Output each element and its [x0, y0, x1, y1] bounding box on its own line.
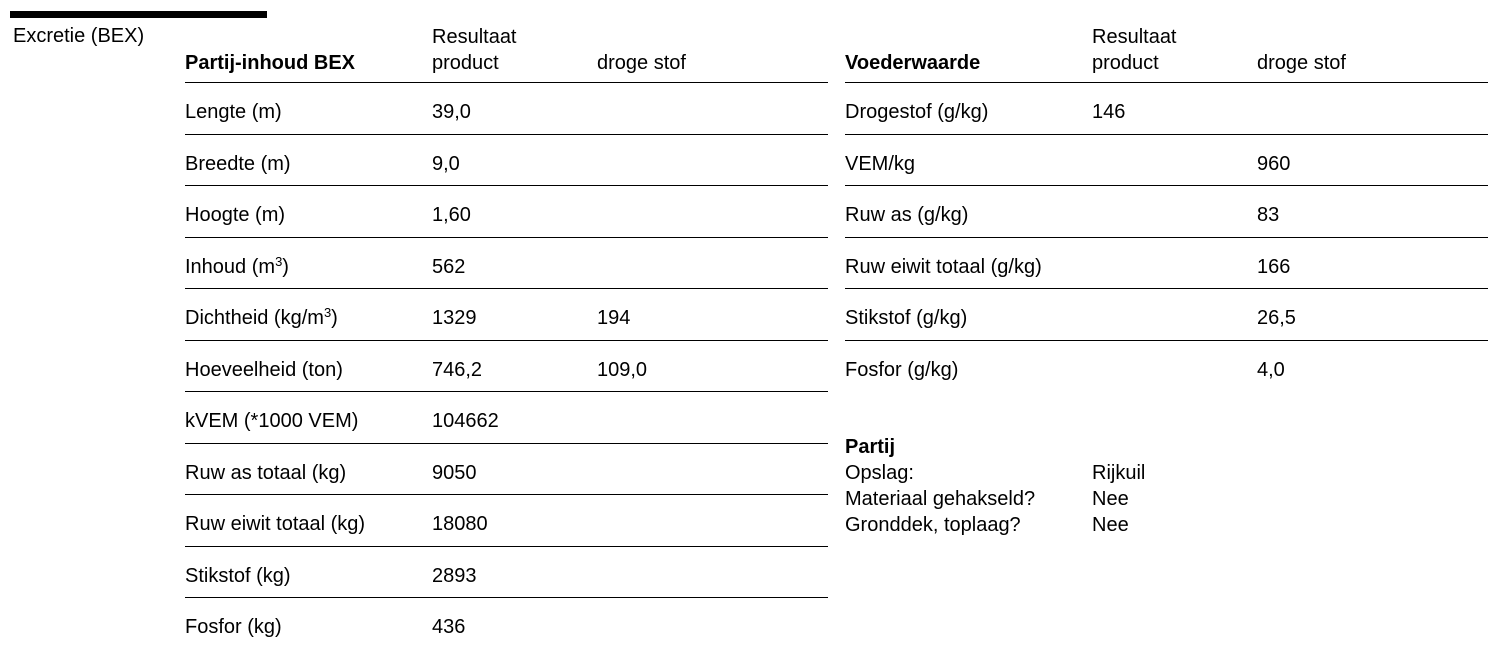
partij-item [845, 512, 1295, 538]
row-label: Lengte (m) [185, 101, 282, 123]
table-row [185, 340, 828, 392]
partij-item-label: Gronddek, toplaag? [845, 514, 1021, 536]
table-row [185, 237, 828, 289]
row-label-text: Dichtheid (kg/m [185, 307, 324, 329]
row-label: Drogestof (g/kg) [845, 101, 989, 123]
col-header-resultaat: Resultaat [432, 26, 517, 48]
row-label [185, 254, 289, 280]
row-label: Stikstof (g/kg) [845, 307, 968, 329]
row-droge-stof-value: 109,0 [597, 358, 648, 381]
table-row [185, 391, 828, 443]
row-product-value: 9050 [432, 461, 477, 484]
table-header [845, 0, 1488, 82]
table-row [845, 340, 1488, 392]
section-label: Excretie (BEX) [13, 25, 145, 47]
col-header-resultaat: Resultaat [1092, 26, 1177, 48]
col-header-droge-stof: droge stof [597, 52, 686, 74]
table-row [185, 494, 828, 546]
row-product-value: 104662 [432, 410, 499, 432]
row-label: Breedte (m) [185, 152, 291, 175]
row-label-text: ) [282, 255, 289, 278]
table-row [845, 288, 1488, 340]
row-label: Fosfor (g/kg) [845, 358, 959, 381]
table-row [185, 185, 828, 237]
table-row [185, 82, 828, 134]
row-label-text: ) [331, 307, 338, 329]
table-row [845, 82, 1488, 134]
partij-item-value: Rijkuil [1092, 462, 1146, 484]
partij-title: Partij [845, 436, 896, 458]
row-product-value: 39,0 [432, 101, 471, 123]
row-droge-stof-value: 83 [1257, 204, 1280, 226]
partij-item [845, 460, 1295, 486]
partij-item-value: Nee [1092, 514, 1129, 536]
row-label: Hoogte (m) [185, 204, 286, 226]
row-product-value: 1,60 [432, 204, 471, 226]
row-label-text: Inhoud (m [185, 255, 276, 278]
col-header-product: product [432, 52, 499, 74]
row-droge-stof-value: 960 [1257, 152, 1291, 175]
row-product-value: 2893 [432, 564, 477, 587]
row-product-value: 436 [432, 616, 466, 638]
partij-section [845, 434, 1295, 538]
table-row [185, 288, 828, 340]
row-product-value: 1329 [432, 307, 477, 329]
row-product-value: 18080 [432, 513, 488, 535]
row-droge-stof-value: 4,0 [1257, 358, 1285, 381]
row-droge-stof-value: 166 [1257, 255, 1291, 278]
table-row [185, 597, 828, 649]
table-row [185, 546, 828, 598]
voederwaarde-table [845, 0, 1488, 391]
row-label [185, 305, 338, 331]
table-row [845, 134, 1488, 186]
row-label-superscript: 3 [275, 253, 283, 269]
table-row [845, 237, 1488, 289]
table-title: Voederwaarde [845, 52, 981, 74]
row-label: kVEM (*1000 VEM) [185, 410, 359, 432]
row-label: Fosfor (kg) [185, 616, 282, 638]
partij-inhoud-table [185, 0, 828, 649]
partij-item-label: Materiaal gehakseld? [845, 488, 1036, 510]
partij-item-label: Opslag: [845, 462, 914, 484]
row-label: Ruw as totaal (kg) [185, 461, 347, 484]
row-droge-stof-value: 26,5 [1257, 307, 1296, 329]
col-header-product: product [1092, 52, 1159, 74]
table-row [185, 134, 828, 186]
row-product-value: 746,2 [432, 358, 483, 381]
table-header [185, 0, 828, 82]
row-droge-stof-value: 194 [597, 307, 631, 329]
row-label: Ruw as (g/kg) [845, 204, 969, 226]
col-header-droge-stof: droge stof [1257, 52, 1346, 74]
table-title: Partij-inhoud BEX [185, 52, 355, 74]
row-label: Stikstof (kg) [185, 564, 291, 587]
row-label: VEM/kg [845, 152, 916, 175]
table-row [845, 185, 1488, 237]
row-product-value: 146 [1092, 101, 1126, 123]
partij-item-value: Nee [1092, 488, 1129, 510]
row-product-value: 9,0 [432, 152, 460, 175]
partij-item [845, 486, 1295, 512]
row-label: Ruw eiwit totaal (kg) [185, 513, 366, 535]
table-row [185, 443, 828, 495]
row-product-value: 562 [432, 255, 466, 278]
row-label-superscript: 3 [323, 305, 332, 320]
row-label: Ruw eiwit totaal (g/kg) [845, 255, 1042, 278]
row-label: Hoeveelheid (ton) [185, 358, 343, 381]
